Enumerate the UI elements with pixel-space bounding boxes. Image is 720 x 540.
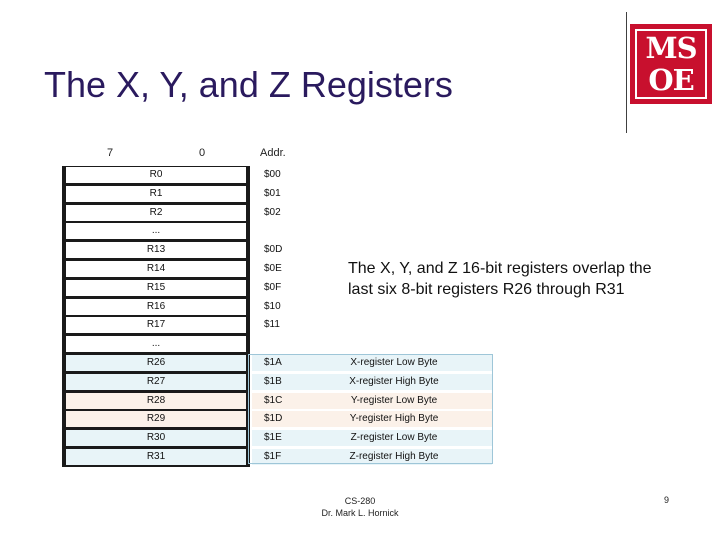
address-cell <box>252 223 296 239</box>
address-cell <box>252 336 296 352</box>
register-description: X-register Low Byte <box>296 355 492 371</box>
register-cell: R13 <box>66 242 246 258</box>
register-cell: R26 <box>66 355 246 371</box>
register-cell: R31 <box>66 449 246 465</box>
address-cell: $1F <box>252 449 296 465</box>
register-description: Z-register High Byte <box>296 449 492 465</box>
msoe-logo-row1: MS <box>645 31 697 65</box>
address-cell: $10 <box>264 301 281 312</box>
bit-7-header: 7 <box>107 147 114 159</box>
address-cell: $00 <box>264 169 281 180</box>
register-description: Y-register High Byte <box>296 411 492 427</box>
address-cell: $1C <box>252 393 296 409</box>
register-description: Z-register Low Byte <box>296 430 492 446</box>
address-cell: $02 <box>264 207 281 218</box>
register-cell: R16 <box>66 299 246 315</box>
register-cell: R0 <box>66 167 246 183</box>
xyz-description-box <box>248 354 493 464</box>
register-cell: R30 <box>66 430 246 446</box>
register-cell: R28 <box>66 393 246 409</box>
register-cell: R17 <box>66 317 246 333</box>
address-cell: $0D <box>264 244 283 255</box>
address-cell: $1B <box>252 374 296 390</box>
addr-header: Addr. <box>260 147 286 159</box>
msoe-logo <box>630 24 712 104</box>
register-cell: ... <box>66 336 246 352</box>
register-cell: R15 <box>66 280 246 296</box>
bit-0-header: 0 <box>199 147 206 159</box>
overlap-note: The X, Y, and Z 16-bit registers overlap the last six 8-bit registers R26 through R31 <box>348 260 652 298</box>
register-cell: R14 <box>66 261 246 277</box>
address-cell: $0E <box>264 263 282 274</box>
page-number: 9 <box>664 495 670 505</box>
register-cell: ... <box>66 223 246 239</box>
address-cell: $01 <box>264 188 281 199</box>
address-cell: $0F <box>264 282 282 293</box>
address-cell: $11 <box>264 319 280 330</box>
footer-course: CS-280 <box>344 496 376 506</box>
register-cell: R29 <box>66 411 246 427</box>
footer-author: Dr. Mark L. Hornick <box>321 508 399 518</box>
address-cell: $1E <box>252 430 296 446</box>
title-divider <box>626 12 627 133</box>
register-description: X-register High Byte <box>296 374 492 390</box>
register-cell: R1 <box>66 186 246 202</box>
slide-footer <box>300 495 420 519</box>
msoe-logo-frame <box>635 29 707 99</box>
register-cell: R27 <box>66 374 246 390</box>
slide-title: The X, Y, and Z Registers <box>44 64 453 105</box>
address-cell: $1D <box>252 411 296 427</box>
register-cell: R2 <box>66 205 246 221</box>
register-description: Y-register Low Byte <box>296 393 492 409</box>
address-cell: $1A <box>252 355 296 371</box>
msoe-logo-row2: OE <box>648 63 694 97</box>
